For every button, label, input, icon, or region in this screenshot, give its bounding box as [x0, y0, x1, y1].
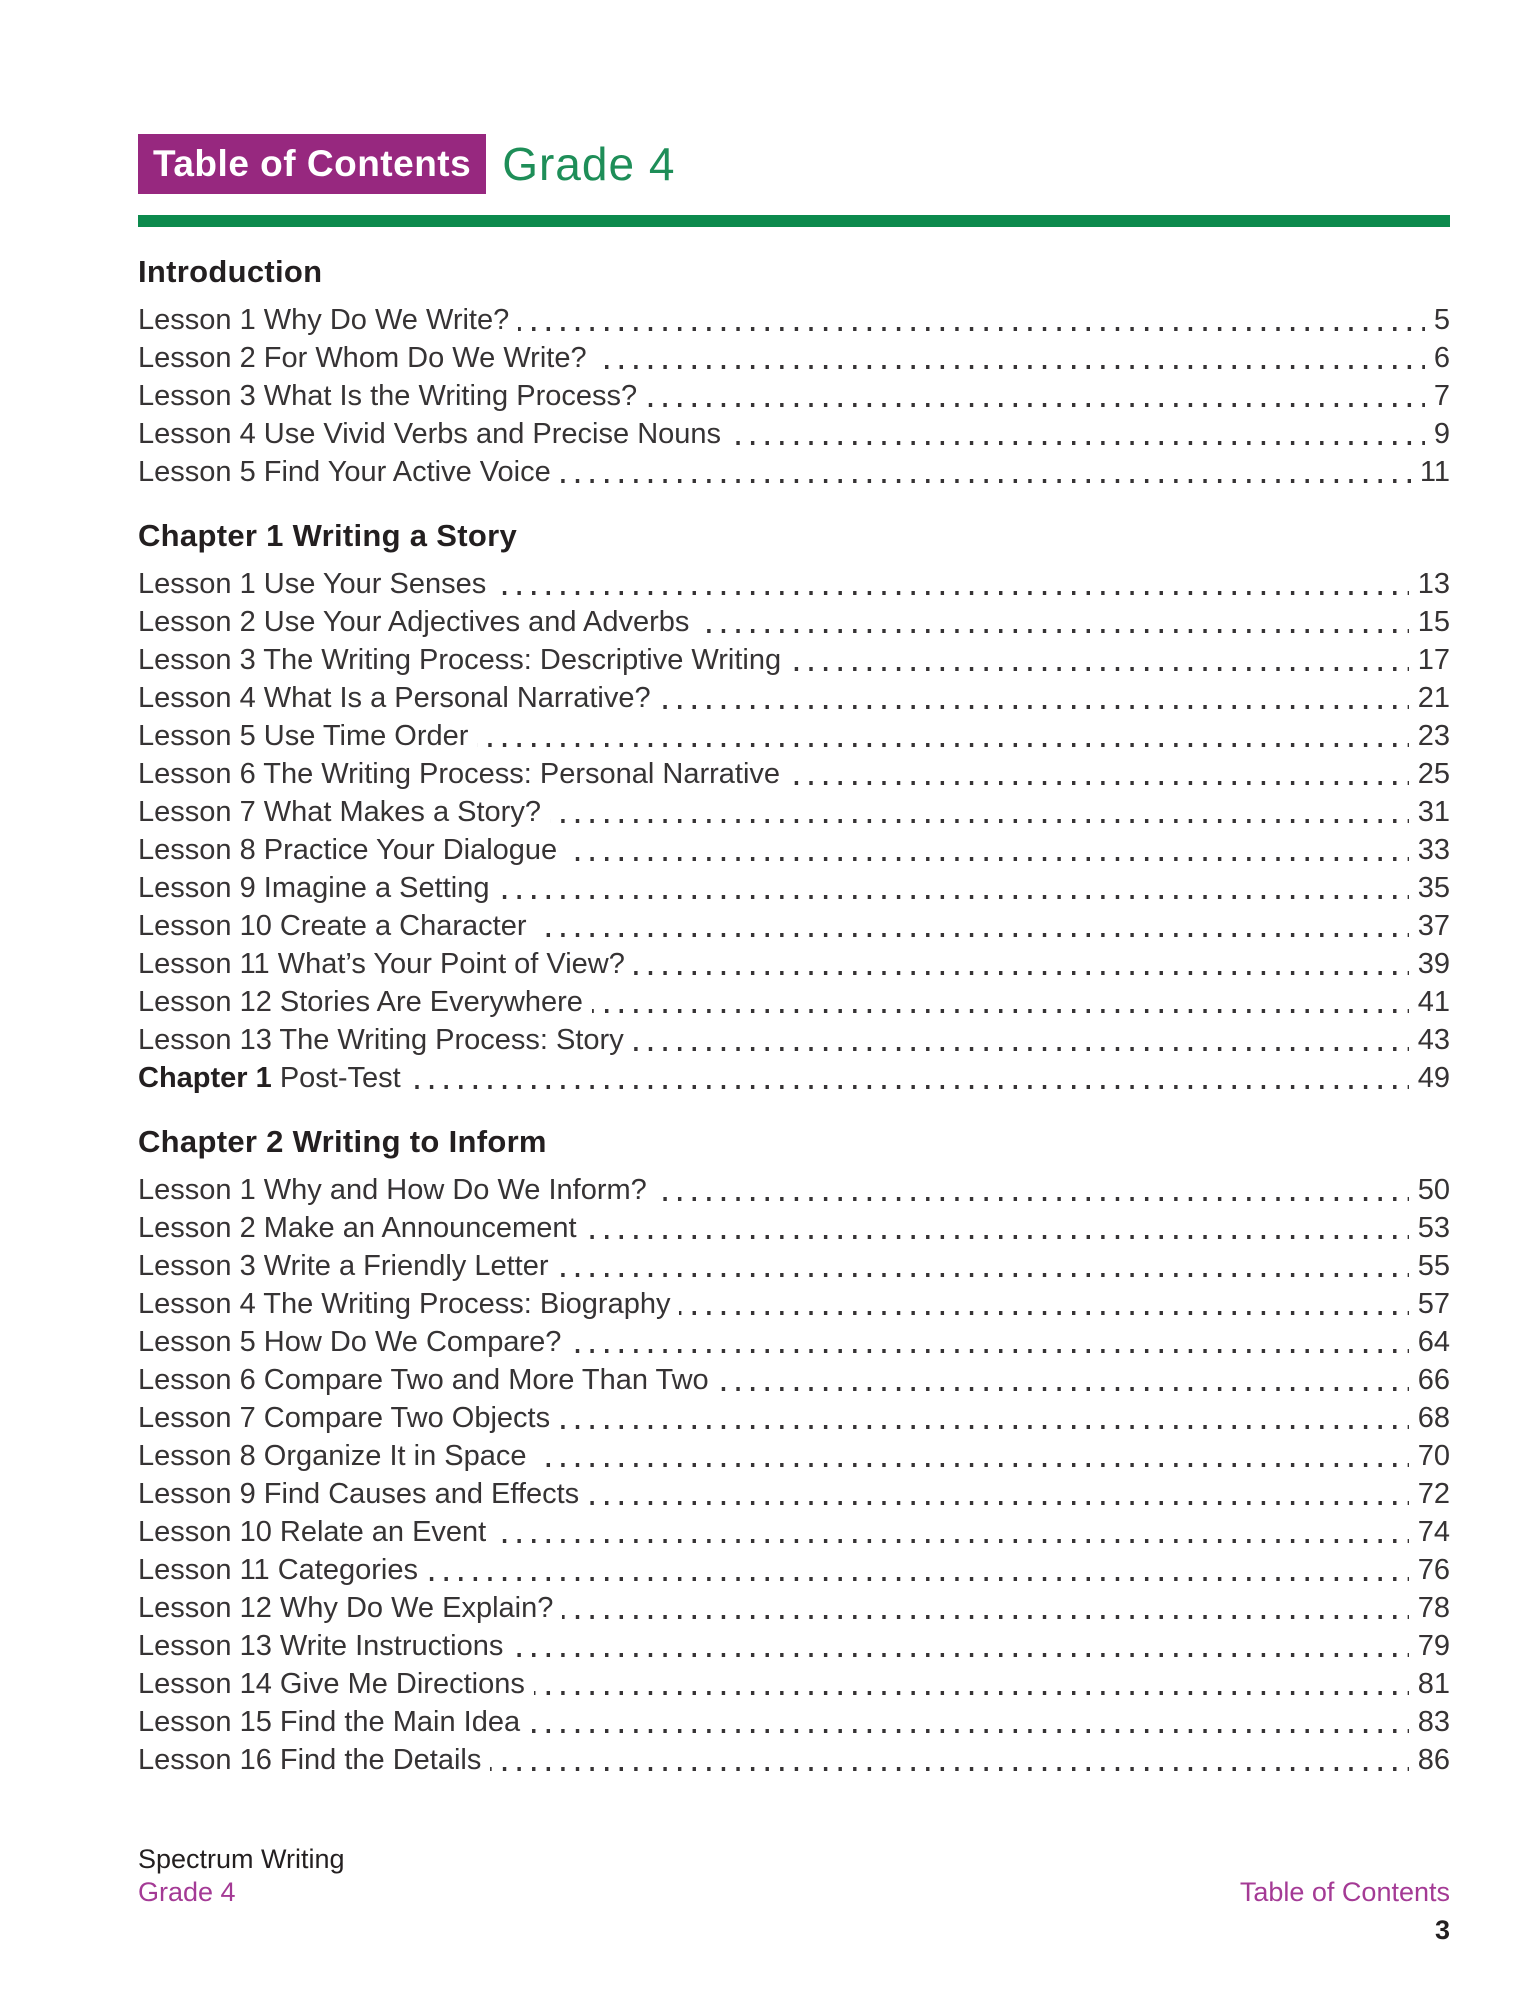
toc-entry [138, 717, 1450, 755]
toc-entry [138, 1551, 1450, 1589]
entry-title: Lesson 6 The Writing Process: Personal Narrative [138, 755, 789, 793]
entry-page: 55 [1409, 1247, 1450, 1285]
toc-entry [138, 1171, 1450, 1209]
toc-sections [138, 253, 1450, 1779]
toc-entry [138, 907, 1450, 945]
entry-title: Lesson 13 Write Instructions [138, 1627, 512, 1665]
entry-page: 37 [1409, 907, 1450, 945]
entry-page: 41 [1409, 983, 1450, 1021]
entry-title: Lesson 15 Find the Main Idea [138, 1703, 529, 1741]
entry-title: Lesson 13 The Writing Process: Story [138, 1021, 633, 1059]
entry-page: 76 [1409, 1551, 1450, 1589]
footer-series: Spectrum Writing [138, 1844, 345, 1874]
toc-entry [138, 755, 1450, 793]
entry-title: Lesson 2 For Whom Do We Write? [138, 339, 596, 377]
entry-page: 68 [1409, 1399, 1450, 1437]
footer-grade: Grade 4 [138, 1877, 236, 1907]
entry-title: Lesson 4 Use Vivid Verbs and Precise Nouns [138, 415, 730, 453]
entry-title: Lesson 9 Imagine a Setting [138, 869, 498, 907]
toc-entry [138, 1247, 1450, 1285]
toc-entry [138, 339, 1450, 377]
entry-page: 9 [1425, 415, 1450, 453]
entry-page: 66 [1409, 1361, 1450, 1399]
entry-page: 25 [1409, 755, 1450, 793]
entry-page: 43 [1409, 1021, 1450, 1059]
entry-title: Lesson 2 Make an Announcement [138, 1209, 586, 1247]
entry-title: Lesson 10 Create a Character [138, 907, 536, 945]
entry-page: 13 [1409, 565, 1450, 603]
section-rows [138, 565, 1450, 1097]
toc-entry [138, 793, 1450, 831]
entry-title: Lesson 1 Use Your Senses [138, 565, 495, 603]
toc-entry [138, 1589, 1450, 1627]
entry-title: Lesson 10 Relate an Event [138, 1513, 495, 1551]
toc-entry [138, 1323, 1450, 1361]
page-title: Table of Contents [138, 134, 486, 194]
entry-page: 57 [1409, 1285, 1450, 1323]
footer-right [1240, 1843, 1450, 1947]
toc-entry [138, 603, 1450, 641]
entry-page: 81 [1409, 1665, 1450, 1703]
toc-entry [138, 565, 1450, 603]
entry-title: Lesson 9 Find Causes and Effects [138, 1475, 588, 1513]
toc-entry [138, 1437, 1450, 1475]
section-heading: Chapter 1 Writing a Story [138, 518, 517, 553]
toc-entry [138, 1741, 1450, 1779]
entry-page: 78 [1409, 1589, 1450, 1627]
entry-title: Lesson 11 What’s Your Point of View? [138, 945, 634, 983]
entry-page: 39 [1409, 945, 1450, 983]
toc-entry [138, 1703, 1450, 1741]
entry-page: 53 [1409, 1209, 1450, 1247]
entry-title: Lesson 3 What Is the Writing Process? [138, 377, 646, 415]
entry-page: 23 [1409, 717, 1450, 755]
footer-section: Table of Contents [1239, 1877, 1450, 1907]
entry-title: Lesson 8 Practice Your Dialogue [138, 831, 566, 869]
entry-page: 70 [1409, 1437, 1450, 1475]
entry-title: Lesson 1 Why and How Do We Inform? [138, 1171, 656, 1209]
header-rule [138, 215, 1450, 227]
entry-page: 33 [1409, 831, 1450, 869]
toc-entry [138, 1021, 1450, 1059]
entry-page: 86 [1409, 1741, 1450, 1779]
entry-title: Lesson 7 What Makes a Story? [138, 793, 550, 831]
toc-entry [138, 1513, 1450, 1551]
entry-title: Lesson 2 Use Your Adjectives and Adverbs [138, 603, 698, 641]
toc-entry [138, 831, 1450, 869]
entry-page: 64 [1409, 1323, 1450, 1361]
entry-title: Lesson 4 What Is a Personal Narrative? [138, 679, 660, 717]
page-header [138, 134, 1450, 194]
entry-title: Lesson 1 Why Do We Write? [138, 301, 518, 339]
entry-title: Lesson 3 Write a Friendly Letter [138, 1247, 558, 1285]
toc-entry [138, 1059, 1450, 1097]
toc-section [138, 517, 1450, 1097]
entry-title: Chapter 1 Post-Test [138, 1059, 410, 1097]
entry-page: 74 [1409, 1513, 1450, 1551]
entry-title: Lesson 6 Compare Two and More Than Two [138, 1361, 718, 1399]
entry-page: 15 [1409, 603, 1450, 641]
toc-entry [138, 1285, 1450, 1323]
section-rows [138, 301, 1450, 491]
toc-entry [138, 453, 1450, 491]
footer-left [138, 1843, 345, 1909]
entry-title: Lesson 5 Use Time Order [138, 717, 477, 755]
toc-entry [138, 641, 1450, 679]
footer-page-number: 3 [1434, 1915, 1450, 1945]
entry-title: Lesson 11 Categories [138, 1551, 427, 1589]
toc-section [138, 1123, 1450, 1779]
entry-page: 35 [1409, 869, 1450, 907]
entry-page: 31 [1409, 793, 1450, 831]
entry-title: Lesson 4 The Writing Process: Biography [138, 1285, 679, 1323]
toc-entry [138, 1665, 1450, 1703]
entry-title: Lesson 5 Find Your Active Voice [138, 453, 560, 491]
entry-page: 17 [1409, 641, 1450, 679]
toc-entry [138, 869, 1450, 907]
grade-label: Grade 4 [502, 138, 676, 190]
entry-page: 50 [1409, 1171, 1450, 1209]
toc-entry [138, 1627, 1450, 1665]
toc-entry [138, 679, 1450, 717]
entry-page: 11 [1411, 453, 1450, 491]
entry-page: 7 [1425, 377, 1450, 415]
section-rows [138, 1171, 1450, 1779]
entry-page: 5 [1425, 301, 1450, 339]
toc-entry [138, 415, 1450, 453]
entry-title: Lesson 3 The Writing Process: Descriptive Writing [138, 641, 790, 679]
entry-title: Lesson 16 Find the Details [138, 1741, 490, 1779]
toc-section [138, 253, 1450, 491]
entry-title: Lesson 12 Why Do We Explain? [138, 1589, 562, 1627]
entry-title: Lesson 7 Compare Two Objects [138, 1399, 559, 1437]
toc-entry [138, 377, 1450, 415]
toc-entry [138, 1361, 1450, 1399]
entry-page: 79 [1409, 1627, 1450, 1665]
toc-entry [138, 1209, 1450, 1247]
entry-title: Lesson 8 Organize It in Space [138, 1437, 536, 1475]
entry-title: Lesson 12 Stories Are Everywhere [138, 983, 592, 1021]
toc-entry [138, 301, 1450, 339]
toc-entry [138, 945, 1450, 983]
entry-title-bold-prefix: Chapter 1 [138, 1062, 272, 1094]
section-heading: Introduction [138, 254, 323, 289]
section-heading: Chapter 2 Writing to Inform [138, 1124, 547, 1159]
toc-entry [138, 1399, 1450, 1437]
entry-title: Lesson 14 Give Me Directions [138, 1665, 534, 1703]
entry-page: 21 [1409, 679, 1450, 717]
entry-page: 49 [1409, 1059, 1450, 1097]
entry-page: 6 [1425, 339, 1450, 377]
entry-page: 83 [1409, 1703, 1450, 1741]
toc-entry [138, 983, 1450, 1021]
page-footer [138, 1843, 1450, 1947]
toc-entry [138, 1475, 1450, 1513]
entry-page: 72 [1409, 1475, 1450, 1513]
entry-title: Lesson 5 How Do We Compare? [138, 1323, 570, 1361]
